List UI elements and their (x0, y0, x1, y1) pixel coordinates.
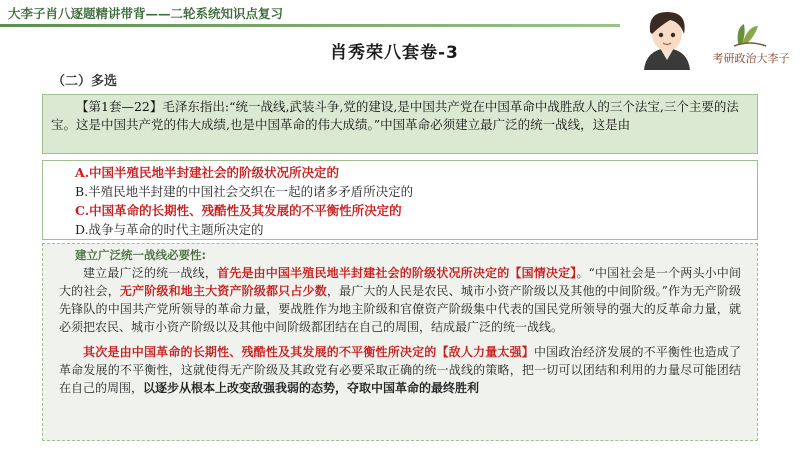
analysis-highlight: 首先是由中国半殖民地半封建社会的阶级状况所决定的【国情决定】 (217, 266, 577, 280)
analysis-emphasis: 以逐步从根本上改变敌强我弱的态势，夺取中国革命的最终胜利 (143, 381, 480, 395)
analysis-highlight: 无产阶级和地主大资产阶级都只占少数 (119, 284, 327, 298)
analysis-paragraph-1 (59, 264, 741, 336)
course-title: 大李子肖八逐题精讲带背——二轮系统知识点复习 (8, 6, 284, 21)
option-d: D.战争与革命的时代主题所决定的 (75, 222, 264, 237)
analysis-paragraph-2 (59, 343, 741, 397)
analysis-heading: 建立广泛统一战线必要性: (75, 248, 207, 262)
analysis-highlight: 其次是由中国革命的长期性、残酷性及其发展的不平衡性所决定的【敌人力量太强】 (83, 345, 534, 359)
analysis-text: ，最广大的人民是农民、城市小资产阶级以及其他的中间阶级。”作为无产阶级先锋队的中国共产党所领导的革命力量，要战胜作为地主阶级和官僚资产阶级集中代表的国民党所领导的强大的反革命力量，就必须把农民、城市小资产阶级以及其他中间阶级都团结在自己的周围，结成最广泛的统一战线。 (59, 284, 741, 334)
option-a: A.中国半殖民地半封建社会的阶级状况所决定的 (75, 165, 340, 180)
svg-text:考研政治大李子: 考研政治大李子 (712, 52, 790, 65)
option-c: C.中国革命的长期性、残酷性及其发展的不平衡性所决定的 (75, 203, 402, 218)
presenter-avatar (630, 4, 704, 72)
options-list (42, 160, 758, 240)
analysis-text: 中国政治经济发展的不平衡性也造成了革命发展的不平衡性，这就使得无产阶级及其政党有必要采取正确的统一战线的策略，把一切可以团结和利用的力量尽可能团结在自己的周围， (59, 345, 741, 395)
question-stem: 【第1套—22】毛泽东指出:“统一战线,武装斗争,党的建设,是中国共产党在中国革命中战胜敌人的三个法宝,三个主要的法宝。这是中国共产党的伟大成绩,也是中国革命的伟大成绩。”中国革命必须建立最广泛的统一战线，这是由 (42, 94, 758, 154)
brand-logo (708, 14, 794, 68)
option-b: B.半殖民地半封建的中国社会交织在一起的诸多矛盾所决定的 (75, 184, 414, 199)
header-divider (0, 24, 620, 27)
analysis-text: 。“中国社会是一个两头小中间大的社会， (59, 266, 741, 298)
section-label: （二）多选 (52, 74, 118, 89)
page-title: 肖秀荣八套卷-3 (330, 43, 459, 63)
analysis-panel (42, 243, 758, 441)
analysis-text: 建立最广泛的统一战线， (83, 266, 218, 280)
